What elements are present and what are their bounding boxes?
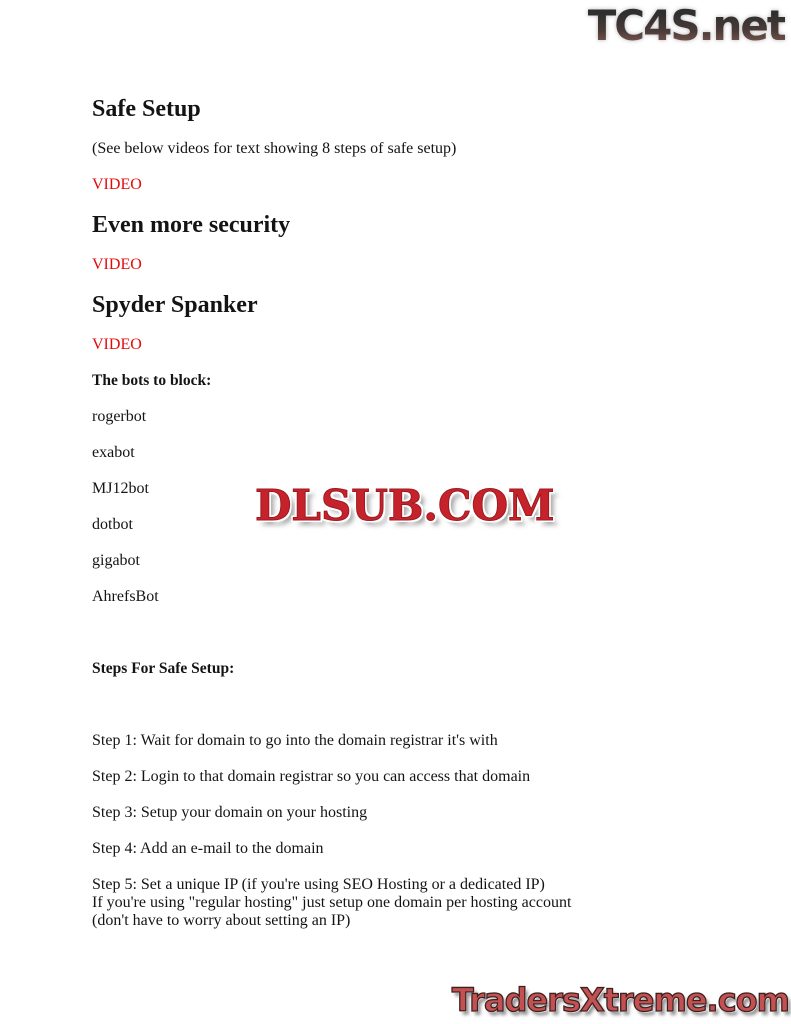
video-link-safe-setup[interactable]: VIDEO <box>92 176 142 193</box>
bot-name: exabot <box>92 444 135 461</box>
heading-even-more-security: Even more security <box>92 212 291 238</box>
step5-line: (don't have to worry about setting an IP) <box>92 912 351 929</box>
heading-spyder-spanker: Spyder Spanker <box>92 292 258 318</box>
bot-name: gigabot <box>92 552 140 569</box>
dlsub-watermark-logo: DLSUB.COM <box>255 481 555 530</box>
step5-line: If you're using "regular hosting" just setup one domain per hosting account <box>92 894 572 911</box>
video-link-even-more-security[interactable]: VIDEO <box>92 256 142 273</box>
bot-name: AhrefsBot <box>92 588 159 605</box>
bots-to-block-title: The bots to block: <box>92 372 212 389</box>
steps-title: Steps For Safe Setup: <box>92 660 235 677</box>
tradersxtreme-logo: TradersXtreme.com <box>451 981 789 1019</box>
bot-name: MJ12bot <box>92 480 149 497</box>
bot-name: dotbot <box>92 516 133 533</box>
tc4s-site-logo: TC4S.net <box>587 1 785 50</box>
step-paragraph: Step 3: Setup your domain on your hosting <box>92 804 368 821</box>
step-paragraph: Step 1: Wait for domain to go into the domain registrar it's with <box>92 732 498 749</box>
safe-setup-note: (See below videos for text showing 8 steps of safe setup) <box>92 140 457 157</box>
step5-line: Step 5: Set a unique IP (if you're using SEO Hosting or a dedicated IP) <box>92 876 545 893</box>
video-link-spyder-spanker[interactable]: VIDEO <box>92 336 142 353</box>
bot-name: rogerbot <box>92 408 147 425</box>
heading-safe-setup: Safe Setup <box>92 96 201 122</box>
step-paragraph: Step 2: Login to that domain registrar so you can access that domain <box>92 768 531 785</box>
step-paragraph: Step 4: Add an e-mail to the domain <box>92 840 324 857</box>
